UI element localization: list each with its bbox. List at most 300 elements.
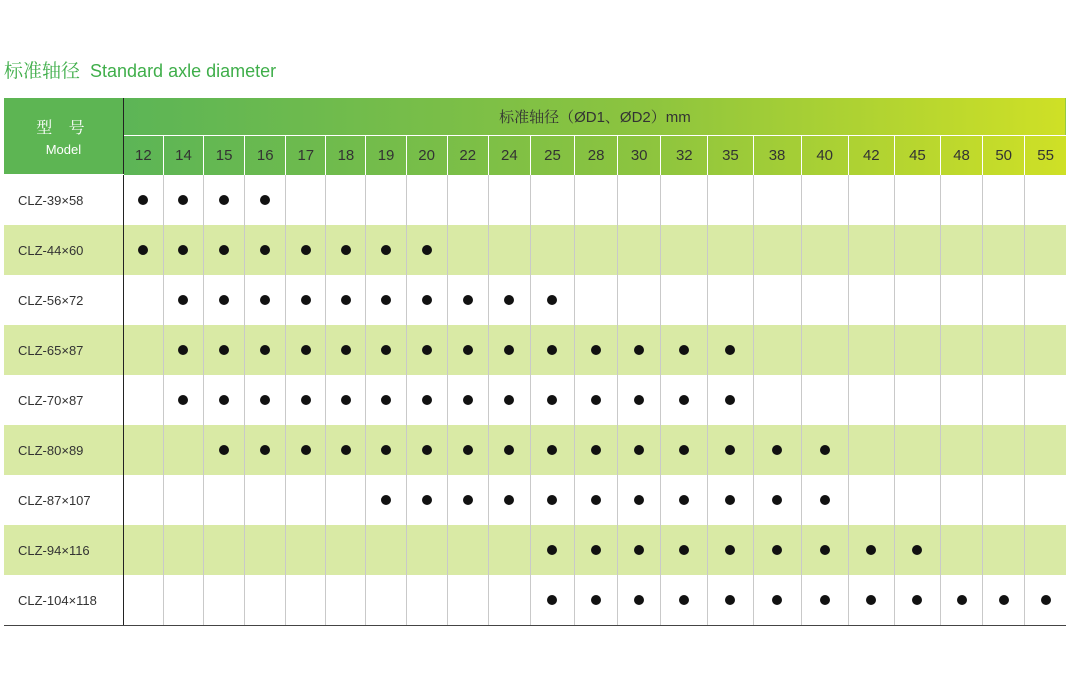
- available-dot-icon: [547, 295, 557, 305]
- model-name: CLZ-94×116: [4, 525, 123, 575]
- cell-40: [801, 325, 848, 375]
- available-dot-icon: [547, 545, 557, 555]
- cell-32: [661, 275, 708, 325]
- cell-35: [708, 375, 753, 425]
- cell-38: [753, 275, 801, 325]
- available-dot-icon: [260, 345, 270, 355]
- cell-24: [488, 275, 530, 325]
- cell-28: [575, 325, 618, 375]
- cell-19: [366, 525, 406, 575]
- cell-38: [753, 425, 801, 475]
- cell-24: [488, 225, 530, 275]
- cell-24: [488, 325, 530, 375]
- cell-35: [708, 425, 753, 475]
- cell-19: [366, 325, 406, 375]
- cell-35: [708, 325, 753, 375]
- section-title: [4, 56, 276, 83]
- available-dot-icon: [547, 445, 557, 455]
- cell-16: [245, 425, 286, 475]
- available-dot-icon: [178, 395, 188, 405]
- cell-14: [163, 525, 203, 575]
- cell-17: [286, 575, 326, 626]
- available-dot-icon: [725, 545, 735, 555]
- cell-32: [661, 525, 708, 575]
- cell-22: [447, 275, 488, 325]
- cell-15: [204, 475, 245, 525]
- available-dot-icon: [772, 495, 782, 505]
- available-dot-icon: [219, 395, 229, 405]
- cell-28: [575, 375, 618, 425]
- available-dot-icon: [260, 395, 270, 405]
- cell-30: [618, 375, 661, 425]
- available-dot-icon: [866, 545, 876, 555]
- cell-18: [326, 175, 366, 226]
- cell-48: [941, 275, 983, 325]
- cell-22: [447, 225, 488, 275]
- cell-25: [530, 475, 574, 525]
- available-dot-icon: [341, 245, 351, 255]
- cell-48: [941, 475, 983, 525]
- cell-12: [123, 325, 163, 375]
- cell-18: [326, 475, 366, 525]
- diameter-header-19: 19: [366, 136, 406, 175]
- cell-32: [661, 425, 708, 475]
- cell-18: [326, 575, 366, 626]
- cell-30: [618, 225, 661, 275]
- cell-17: [286, 375, 326, 425]
- available-dot-icon: [679, 595, 689, 605]
- cell-16: [245, 375, 286, 425]
- available-dot-icon: [725, 395, 735, 405]
- cell-40: [801, 525, 848, 575]
- cell-18: [326, 375, 366, 425]
- available-dot-icon: [504, 295, 514, 305]
- available-dot-icon: [463, 395, 473, 405]
- cell-22: [447, 575, 488, 626]
- available-dot-icon: [219, 245, 229, 255]
- cell-48: [941, 375, 983, 425]
- cell-28: [575, 275, 618, 325]
- available-dot-icon: [634, 445, 644, 455]
- cell-45: [894, 375, 940, 425]
- model-name: CLZ-44×60: [4, 225, 123, 275]
- available-dot-icon: [381, 395, 391, 405]
- cell-48: [941, 225, 983, 275]
- available-dot-icon: [820, 545, 830, 555]
- available-dot-icon: [725, 595, 735, 605]
- cell-35: [708, 475, 753, 525]
- cell-24: [488, 375, 530, 425]
- cell-16: [245, 525, 286, 575]
- cell-24: [488, 175, 530, 226]
- cell-24: [488, 575, 530, 626]
- table-body: [4, 175, 1066, 626]
- available-dot-icon: [634, 495, 644, 505]
- cell-28: [575, 525, 618, 575]
- cell-19: [366, 175, 406, 226]
- cell-16: [245, 325, 286, 375]
- table-row: [4, 175, 1066, 226]
- cell-50: [983, 575, 1025, 626]
- cell-32: [661, 575, 708, 626]
- diameter-header-28: 28: [575, 136, 618, 175]
- available-dot-icon: [381, 295, 391, 305]
- cell-25: [530, 525, 574, 575]
- cell-17: [286, 325, 326, 375]
- cell-42: [848, 175, 894, 226]
- cell-12: [123, 375, 163, 425]
- table-row: [4, 525, 1066, 575]
- available-dot-icon: [260, 295, 270, 305]
- cell-20: [406, 175, 447, 226]
- available-dot-icon: [463, 345, 473, 355]
- cell-55: [1025, 425, 1066, 475]
- diameter-header-30: 30: [618, 136, 661, 175]
- cell-15: [204, 425, 245, 475]
- available-dot-icon: [725, 495, 735, 505]
- cell-18: [326, 225, 366, 275]
- available-dot-icon: [634, 545, 644, 555]
- model-header-en: Model: [45, 142, 82, 157]
- cell-30: [618, 175, 661, 226]
- cell-45: [894, 425, 940, 475]
- available-dot-icon: [1041, 595, 1051, 605]
- cell-45: [894, 525, 940, 575]
- available-dot-icon: [341, 445, 351, 455]
- available-dot-icon: [422, 495, 432, 505]
- cell-16: [245, 175, 286, 226]
- cell-20: [406, 275, 447, 325]
- model-name: CLZ-80×89: [4, 425, 123, 475]
- cell-18: [326, 525, 366, 575]
- available-dot-icon: [999, 595, 1009, 605]
- cell-42: [848, 225, 894, 275]
- available-dot-icon: [219, 345, 229, 355]
- available-dot-icon: [422, 395, 432, 405]
- cell-17: [286, 175, 326, 226]
- cell-25: [530, 175, 574, 226]
- model-name: CLZ-70×87: [4, 375, 123, 425]
- diameter-header-42: 42: [848, 136, 894, 175]
- cell-14: [163, 475, 203, 525]
- diameter-header-20: 20: [406, 136, 447, 175]
- cell-22: [447, 475, 488, 525]
- available-dot-icon: [679, 545, 689, 555]
- available-dot-icon: [178, 345, 188, 355]
- cell-15: [204, 375, 245, 425]
- available-dot-icon: [381, 345, 391, 355]
- cell-25: [530, 275, 574, 325]
- cell-50: [983, 275, 1025, 325]
- available-dot-icon: [178, 195, 188, 205]
- cell-32: [661, 375, 708, 425]
- available-dot-icon: [679, 445, 689, 455]
- cell-55: [1025, 325, 1066, 375]
- available-dot-icon: [422, 445, 432, 455]
- cell-42: [848, 475, 894, 525]
- model-column-header: [4, 98, 123, 175]
- available-dot-icon: [178, 295, 188, 305]
- cell-35: [708, 225, 753, 275]
- cell-55: [1025, 375, 1066, 425]
- available-dot-icon: [301, 295, 311, 305]
- cell-14: [163, 325, 203, 375]
- cell-20: [406, 425, 447, 475]
- available-dot-icon: [260, 195, 270, 205]
- cell-19: [366, 275, 406, 325]
- cell-12: [123, 575, 163, 626]
- cell-45: [894, 275, 940, 325]
- cell-19: [366, 375, 406, 425]
- available-dot-icon: [591, 395, 601, 405]
- cell-19: [366, 575, 406, 626]
- available-dot-icon: [547, 395, 557, 405]
- available-dot-icon: [912, 545, 922, 555]
- section-title-en: Standard axle diameter: [90, 61, 277, 81]
- available-dot-icon: [504, 395, 514, 405]
- available-dot-icon: [866, 595, 876, 605]
- cell-16: [245, 475, 286, 525]
- available-dot-icon: [301, 245, 311, 255]
- cell-40: [801, 175, 848, 226]
- table-row: [4, 275, 1066, 325]
- available-dot-icon: [634, 345, 644, 355]
- cell-18: [326, 425, 366, 475]
- available-dot-icon: [381, 445, 391, 455]
- section-title-cn: 标准轴径: [4, 61, 81, 82]
- cell-18: [326, 325, 366, 375]
- axle-diameter-table: [4, 98, 1066, 626]
- cell-45: [894, 575, 940, 626]
- cell-55: [1025, 525, 1066, 575]
- cell-40: [801, 575, 848, 626]
- diameter-header-55: 55: [1025, 136, 1066, 175]
- cell-32: [661, 325, 708, 375]
- cell-45: [894, 175, 940, 226]
- available-dot-icon: [591, 345, 601, 355]
- cell-38: [753, 375, 801, 425]
- cell-28: [575, 175, 618, 226]
- cell-28: [575, 575, 618, 626]
- cell-12: [123, 275, 163, 325]
- cell-32: [661, 225, 708, 275]
- cell-19: [366, 475, 406, 525]
- cell-15: [204, 525, 245, 575]
- available-dot-icon: [772, 545, 782, 555]
- cell-15: [204, 225, 245, 275]
- cell-55: [1025, 175, 1066, 226]
- cell-24: [488, 475, 530, 525]
- cell-22: [447, 375, 488, 425]
- cell-17: [286, 425, 326, 475]
- available-dot-icon: [219, 195, 229, 205]
- cell-14: [163, 425, 203, 475]
- cell-14: [163, 175, 203, 226]
- cell-22: [447, 525, 488, 575]
- cell-55: [1025, 275, 1066, 325]
- cell-24: [488, 525, 530, 575]
- cell-30: [618, 475, 661, 525]
- cell-17: [286, 475, 326, 525]
- cell-55: [1025, 475, 1066, 525]
- cell-25: [530, 575, 574, 626]
- table-row: [4, 325, 1066, 375]
- cell-30: [618, 275, 661, 325]
- available-dot-icon: [463, 445, 473, 455]
- cell-35: [708, 525, 753, 575]
- available-dot-icon: [679, 395, 689, 405]
- cell-19: [366, 225, 406, 275]
- model-name: CLZ-87×107: [4, 475, 123, 525]
- model-name: CLZ-104×118: [4, 575, 123, 626]
- cell-17: [286, 275, 326, 325]
- cell-14: [163, 275, 203, 325]
- cell-25: [530, 225, 574, 275]
- cell-55: [1025, 575, 1066, 626]
- cell-42: [848, 325, 894, 375]
- cell-16: [245, 275, 286, 325]
- available-dot-icon: [422, 245, 432, 255]
- cell-35: [708, 575, 753, 626]
- table-row: [4, 425, 1066, 475]
- cell-18: [326, 275, 366, 325]
- available-dot-icon: [591, 445, 601, 455]
- cell-30: [618, 575, 661, 626]
- cell-15: [204, 175, 245, 226]
- diameter-group-header: 标准轴径（ØD1、ØD2）mm: [123, 98, 1066, 136]
- available-dot-icon: [301, 395, 311, 405]
- cell-12: [123, 475, 163, 525]
- cell-42: [848, 575, 894, 626]
- diameter-header-50: 50: [983, 136, 1025, 175]
- available-dot-icon: [301, 445, 311, 455]
- available-dot-icon: [591, 495, 601, 505]
- cell-50: [983, 525, 1025, 575]
- diameter-header-14: 14: [163, 136, 203, 175]
- table-row: [4, 375, 1066, 425]
- cell-22: [447, 175, 488, 226]
- available-dot-icon: [260, 245, 270, 255]
- available-dot-icon: [634, 395, 644, 405]
- available-dot-icon: [820, 595, 830, 605]
- diameter-header-row: [4, 136, 1066, 175]
- available-dot-icon: [591, 545, 601, 555]
- cell-28: [575, 475, 618, 525]
- cell-20: [406, 525, 447, 575]
- available-dot-icon: [138, 245, 148, 255]
- diameter-header-35: 35: [708, 136, 753, 175]
- cell-12: [123, 175, 163, 226]
- cell-42: [848, 375, 894, 425]
- cell-20: [406, 475, 447, 525]
- diameter-header-48: 48: [941, 136, 983, 175]
- cell-28: [575, 225, 618, 275]
- cell-16: [245, 575, 286, 626]
- cell-35: [708, 275, 753, 325]
- available-dot-icon: [957, 595, 967, 605]
- cell-38: [753, 175, 801, 226]
- available-dot-icon: [301, 345, 311, 355]
- cell-50: [983, 225, 1025, 275]
- available-dot-icon: [547, 595, 557, 605]
- available-dot-icon: [463, 295, 473, 305]
- available-dot-icon: [504, 345, 514, 355]
- cell-32: [661, 475, 708, 525]
- cell-38: [753, 325, 801, 375]
- cell-42: [848, 525, 894, 575]
- model-name: CLZ-56×72: [4, 275, 123, 325]
- cell-24: [488, 425, 530, 475]
- cell-14: [163, 375, 203, 425]
- cell-32: [661, 175, 708, 226]
- available-dot-icon: [547, 495, 557, 505]
- model-name: CLZ-65×87: [4, 325, 123, 375]
- cell-48: [941, 575, 983, 626]
- diameter-header-38: 38: [753, 136, 801, 175]
- diameter-header-45: 45: [894, 136, 940, 175]
- cell-20: [406, 325, 447, 375]
- cell-42: [848, 275, 894, 325]
- diameter-header-15: 15: [204, 136, 245, 175]
- cell-50: [983, 425, 1025, 475]
- cell-12: [123, 425, 163, 475]
- cell-15: [204, 275, 245, 325]
- cell-48: [941, 425, 983, 475]
- cell-14: [163, 575, 203, 626]
- model-name: CLZ-39×58: [4, 175, 123, 226]
- cell-25: [530, 425, 574, 475]
- cell-50: [983, 475, 1025, 525]
- cell-20: [406, 225, 447, 275]
- cell-38: [753, 575, 801, 626]
- model-header-cn: 型 号: [36, 120, 91, 137]
- cell-48: [941, 525, 983, 575]
- cell-17: [286, 225, 326, 275]
- cell-15: [204, 575, 245, 626]
- cell-30: [618, 525, 661, 575]
- diameter-header-32: 32: [661, 136, 708, 175]
- available-dot-icon: [591, 595, 601, 605]
- cell-45: [894, 475, 940, 525]
- diameter-header-17: 17: [286, 136, 326, 175]
- cell-40: [801, 375, 848, 425]
- available-dot-icon: [772, 595, 782, 605]
- available-dot-icon: [260, 445, 270, 455]
- available-dot-icon: [504, 445, 514, 455]
- available-dot-icon: [634, 595, 644, 605]
- cell-28: [575, 425, 618, 475]
- cell-12: [123, 225, 163, 275]
- table-row: [4, 225, 1066, 275]
- cell-20: [406, 575, 447, 626]
- available-dot-icon: [138, 195, 148, 205]
- cell-42: [848, 425, 894, 475]
- available-dot-icon: [422, 295, 432, 305]
- available-dot-icon: [381, 495, 391, 505]
- available-dot-icon: [422, 345, 432, 355]
- cell-14: [163, 225, 203, 275]
- diameter-header-24: 24: [488, 136, 530, 175]
- cell-45: [894, 325, 940, 375]
- diameter-header-22: 22: [447, 136, 488, 175]
- cell-50: [983, 375, 1025, 425]
- available-dot-icon: [679, 345, 689, 355]
- cell-50: [983, 175, 1025, 226]
- cell-19: [366, 425, 406, 475]
- cell-50: [983, 325, 1025, 375]
- available-dot-icon: [679, 495, 689, 505]
- cell-20: [406, 375, 447, 425]
